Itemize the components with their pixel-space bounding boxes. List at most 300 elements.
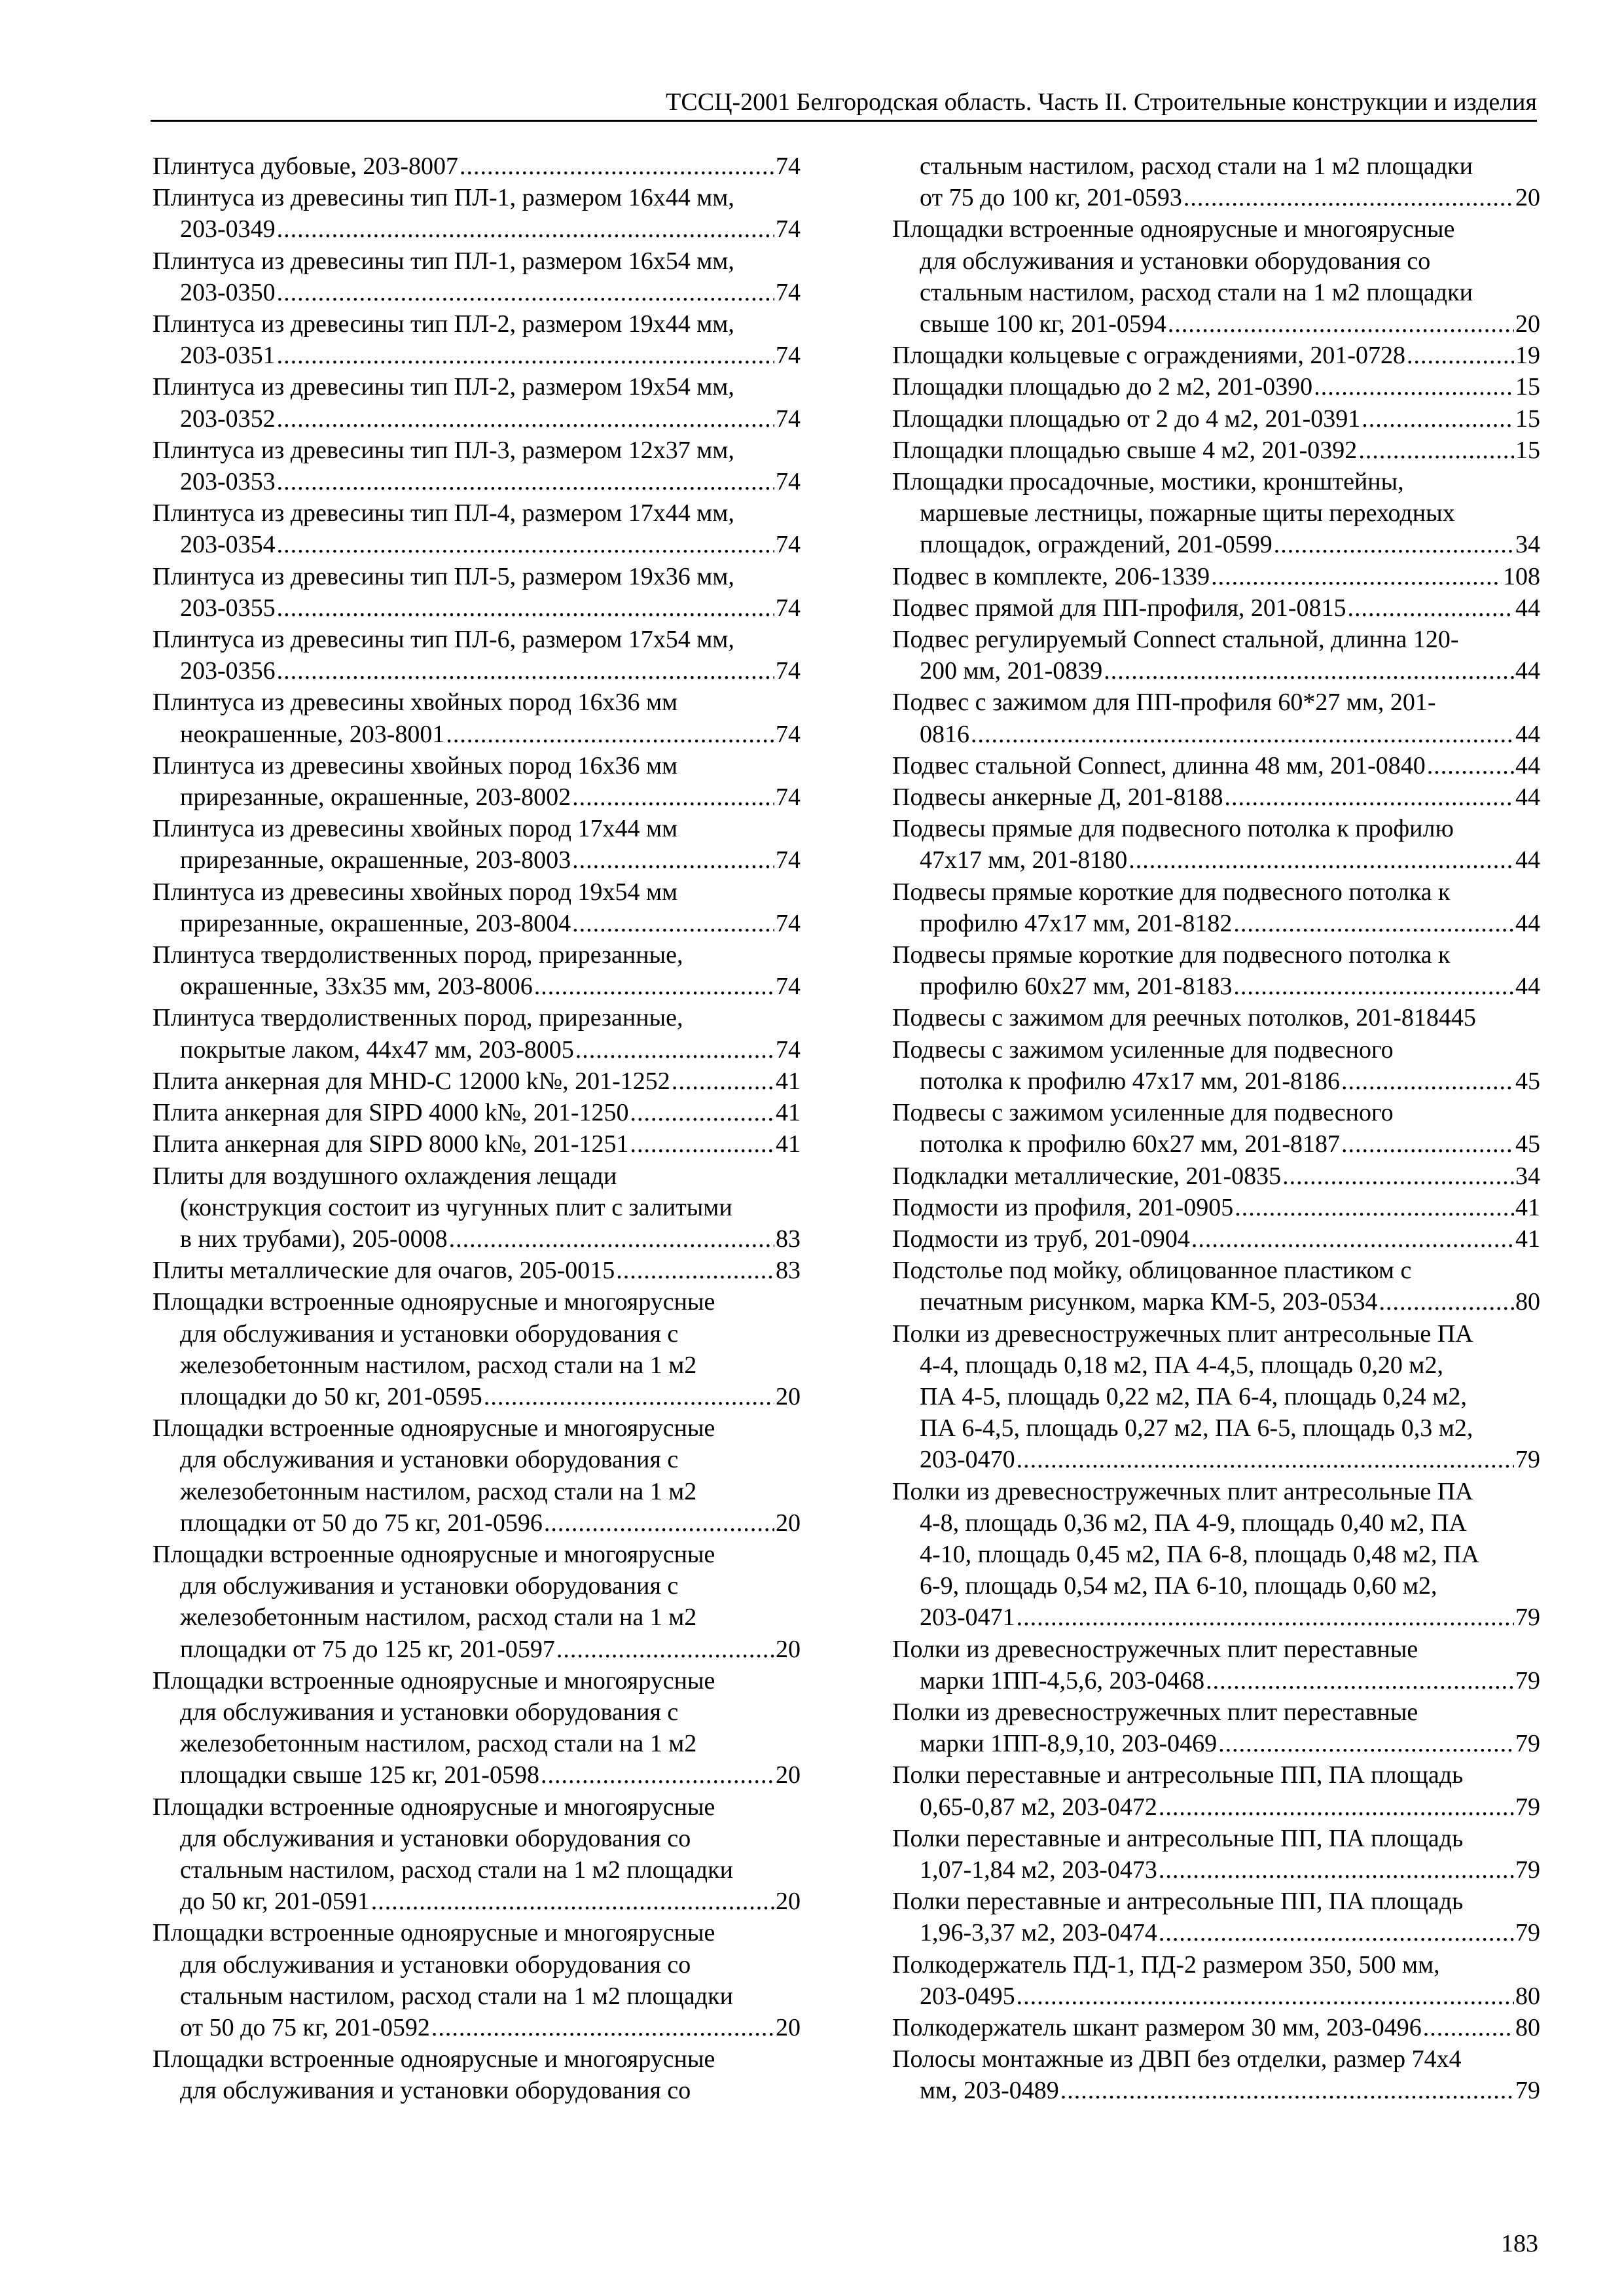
dot-leader <box>1104 655 1514 687</box>
entry-last-line <box>892 561 1540 592</box>
entry-text: Подвес регулируемый Connect стальной, длинна 120- <box>892 626 1459 654</box>
entry-text: 203-0349 <box>180 215 276 243</box>
entry-last-line <box>892 308 1540 340</box>
entry-text: 0816 <box>920 720 969 748</box>
entry-text: потолка к профилю 47х17 мм, 201-8186 <box>920 1067 1341 1095</box>
entry-text: от 75 до 100 кг, 201-0593 <box>920 184 1182 212</box>
index-entry <box>153 1665 801 1791</box>
index-entry <box>892 687 1540 749</box>
index-entry <box>153 813 801 876</box>
entry-text: 203-0355 <box>180 594 276 622</box>
dot-leader <box>1017 1981 1514 2012</box>
entry-text: Площадки площадью от 2 до 4 м2, 201-0391 <box>892 404 1361 433</box>
entry-page: 79 <box>1515 1604 1540 1632</box>
entry-text: 203-0356 <box>180 657 276 685</box>
index-entry <box>153 687 801 749</box>
index-entry <box>892 1476 1540 1634</box>
dot-leader <box>541 1759 774 1791</box>
entry-text: Подкладки металлические, 201-0835 <box>892 1162 1282 1190</box>
entry-text: 203-0353 <box>180 468 276 496</box>
dot-leader <box>1282 1160 1514 1192</box>
entry-last-line <box>153 403 801 435</box>
entry-text: Подвесы с зажимом для реечных потолков, 201-818445 <box>892 1004 1476 1032</box>
entry-page: 20 <box>1515 184 1540 212</box>
entry-text: Полкодержатель шкант размером 30 мм, 203-0496 <box>892 2013 1422 2041</box>
entry-page: 74 <box>776 152 801 180</box>
entry-text: площадки свыше 125 кг, 201-0598 <box>180 1761 539 1789</box>
dot-leader <box>1358 435 1514 466</box>
entry-last-line <box>153 466 801 497</box>
entry-text: неокрашенные, 203-8001 <box>180 720 445 748</box>
entry-text: 6-9, площадь 0,54 м2, ПА 6-10, площадь 0,60 м2, <box>920 1572 1437 1600</box>
entry-last-line <box>892 1128 1540 1160</box>
index-entry <box>892 1696 1540 1759</box>
entry-last-line <box>153 340 801 371</box>
entry-page: 44 <box>1515 594 1540 622</box>
dot-leader <box>630 1097 775 1128</box>
dot-leader <box>1347 592 1514 624</box>
entry-last-line <box>153 151 801 182</box>
entry-text: Подмости из труб, 201-0904 <box>892 1225 1190 1253</box>
dot-leader <box>556 1634 774 1665</box>
index-entry <box>892 1223 1540 1255</box>
dot-leader <box>575 1034 774 1066</box>
entry-text: стальным настилом, расход стали на 1 м2 площадки <box>180 1856 733 1884</box>
entry-last-line <box>892 1192 1540 1223</box>
entry-last-line <box>892 844 1540 876</box>
entry-text: для обслуживания и установки оборудования с <box>180 1572 679 1600</box>
index-column-right <box>892 151 1540 2107</box>
dot-leader <box>431 2012 774 2043</box>
index-entry <box>892 2043 1540 2106</box>
entry-text: мм, 203-0489 <box>920 2077 1059 2105</box>
index-entry <box>892 213 1540 340</box>
entry-page: 45 <box>1515 1067 1540 1095</box>
entry-text: Плинтуса из древесины тип ПЛ-6, размером 17х54 мм, <box>153 626 734 654</box>
dot-leader <box>1017 1444 1514 1475</box>
entry-text: Подвес стальной Connect, длинна 48 мм, 201-0840 <box>892 751 1426 780</box>
dot-leader <box>371 1886 774 1917</box>
entry-text: свыше 100 кг, 201-0594 <box>920 310 1166 338</box>
entry-page: 41 <box>776 1130 801 1158</box>
entry-text: Подмости из профиля, 201-0905 <box>892 1193 1234 1221</box>
entry-text: Площадки просадочные, мостики, кронштейны, <box>892 468 1404 496</box>
entry-page: 74 <box>776 783 801 812</box>
index-entry <box>892 371 1540 403</box>
index-entry <box>153 1917 801 2043</box>
dot-leader <box>277 213 774 245</box>
index-entry <box>892 624 1540 687</box>
index-entry <box>153 1097 801 1128</box>
entry-text: Полкодержатель ПД-1, ПД-2 размером 350, 500 мм, <box>892 1950 1440 1979</box>
entry-text: Площадки площадью до 2 м2, 201-0390 <box>892 373 1313 401</box>
dot-leader <box>1407 340 1514 371</box>
dot-leader <box>1379 1286 1514 1318</box>
index-entry <box>892 939 1540 1002</box>
entry-text: ПА 6-4,5, площадь 0,27 м2, ПА 6-5, площадь 0,3 м2, <box>920 1414 1473 1443</box>
entry-text: Полки переставные и антресольные ПП, ПА площадь <box>892 1761 1464 1789</box>
entry-last-line <box>892 1665 1540 1696</box>
entry-text: Плинтуса дубовые, 203-8007 <box>153 152 459 180</box>
dot-leader <box>1427 750 1514 781</box>
dot-leader <box>1218 1728 1514 1759</box>
entry-text: прирезанные, окрашенные, 203-8003 <box>180 846 571 874</box>
index-entry <box>153 1002 801 1065</box>
dot-leader <box>1233 908 1514 939</box>
entry-last-line <box>892 655 1540 687</box>
entry-page: 74 <box>776 342 801 370</box>
dot-leader <box>449 1223 774 1255</box>
entry-text: Подвесы прямые для подвесного потолка к профилю <box>892 815 1454 843</box>
entry-text: для обслуживания и установки оборудования с <box>180 1446 679 1474</box>
entry-text: Плинтуса из древесины хвойных пород 16х36 мм <box>153 751 678 780</box>
entry-text: Полки переставные и антресольные ПП, ПА площадь <box>892 1888 1464 1916</box>
entry-text: Площадки встроенные одноярусные и многоярусные <box>153 1666 715 1695</box>
entry-text: профилю 47х17 мм, 201-8182 <box>920 909 1233 937</box>
index-entry <box>153 561 801 624</box>
entry-last-line <box>153 1223 801 1255</box>
entry-last-line <box>892 1602 1540 1633</box>
entry-text: 4-4, площадь 0,18 м2, ПА 4-4,5, площадь 0,20 м2, <box>920 1351 1443 1379</box>
dot-leader <box>572 844 774 876</box>
entry-text: Подвесы прямые короткие для подвесного потолка к <box>892 878 1451 906</box>
entry-text: 4-8, площадь 0,36 м2, ПА 4-9, площадь 0,40 м2, ПА <box>920 1509 1467 1537</box>
entry-last-line <box>892 1917 1540 1948</box>
entry-text: железобетонным настилом, расход стали на 1 м2 <box>180 1351 697 1379</box>
entry-page: 44 <box>1515 973 1540 1001</box>
entry-page: 44 <box>1515 751 1540 780</box>
dot-leader <box>572 908 774 939</box>
dot-leader <box>534 971 774 1002</box>
index-entry <box>153 1066 801 1097</box>
entry-text: 203-0471 <box>920 1604 1015 1632</box>
entry-last-line <box>153 1066 801 1097</box>
index-entry <box>892 561 1540 592</box>
entry-last-line <box>153 908 801 939</box>
entry-text: Плинтуса из древесины тип ПЛ-1, размером 16х54 мм, <box>153 247 734 275</box>
dot-leader <box>277 277 774 308</box>
entry-last-line <box>892 371 1540 403</box>
index-entry <box>153 750 801 813</box>
entry-last-line <box>153 1759 801 1791</box>
entry-page: 74 <box>776 973 801 1001</box>
dot-leader <box>1274 529 1514 560</box>
entry-last-line <box>892 182 1540 213</box>
entry-page: 74 <box>776 657 801 685</box>
entry-text: 203-0470 <box>920 1446 1015 1474</box>
entry-page: 74 <box>776 468 801 496</box>
entry-page: 45 <box>1515 1130 1540 1158</box>
entry-last-line <box>153 2012 801 2043</box>
index-entry <box>892 2012 1540 2043</box>
index-entry <box>892 1759 1540 1822</box>
entry-page: 74 <box>776 278 801 306</box>
entry-text: для обслуживания и установки оборудования со <box>920 247 1431 275</box>
entry-last-line <box>153 1886 801 1917</box>
entry-last-line <box>892 1286 1540 1318</box>
entry-text: площадки от 75 до 125 кг, 201-0597 <box>180 1635 555 1663</box>
entry-text: 200 мм, 201-0839 <box>920 657 1103 685</box>
entry-text: (конструкция состоит из чугунных плит с залитыми <box>180 1193 732 1221</box>
entry-text: Подвес прямой для ПП-профиля, 201-0815 <box>892 594 1346 622</box>
entry-text: печатным рисунком, марка КМ-5, 203-0534 <box>920 1288 1378 1316</box>
entry-page: 20 <box>776 1509 801 1537</box>
index-entry <box>153 1412 801 1539</box>
entry-page: 83 <box>776 1225 801 1253</box>
entry-last-line <box>153 1097 801 1128</box>
index-entry <box>892 1160 1540 1192</box>
index-entry <box>892 750 1540 781</box>
entry-last-line <box>892 1444 1540 1475</box>
entry-text: Площадки встроенные одноярусные и многоярусные <box>153 1919 715 1947</box>
entry-text: для обслуживания и установки оборудования с <box>180 1319 679 1348</box>
entry-page: 79 <box>1515 1446 1540 1474</box>
entry-text: Полки из древесностружечных плит антресольные ПА <box>892 1319 1473 1348</box>
entry-text: Плинтуса из древесины тип ПЛ-4, размером 17х44 мм, <box>153 499 734 528</box>
dot-leader <box>1183 182 1514 213</box>
entry-page: 44 <box>1515 720 1540 748</box>
entry-last-line <box>153 655 801 687</box>
dot-leader <box>1159 1854 1514 1886</box>
entry-text: Полки из древесностружечных плит антресольные ПА <box>892 1477 1473 1505</box>
entry-text: железобетонным настилом, расход стали на 1 м2 <box>180 1477 697 1505</box>
dot-leader <box>1233 971 1514 1002</box>
entry-text: для обслуживания и установки оборудования со <box>180 1950 691 1979</box>
dot-leader <box>572 781 774 813</box>
entry-text: ПА 4-5, площадь 0,22 м2, ПА 6-4, площадь 0,24 м2, <box>920 1382 1467 1410</box>
entry-page: 80 <box>1515 1288 1540 1316</box>
entry-text: Полки переставные и антресольные ПП, ПА площадь <box>892 1824 1464 1852</box>
entry-page: 74 <box>776 846 801 874</box>
entry-text: для обслуживания и установки оборудования со <box>180 2077 691 2105</box>
entry-text: покрытые лаком, 44х47 мм, 203-8005 <box>180 1035 574 1064</box>
entry-last-line <box>153 1128 801 1160</box>
entry-last-line <box>153 1381 801 1412</box>
entry-text: Площадки встроенные одноярусные и многоярусные <box>153 1414 715 1443</box>
entry-text: 203-0354 <box>180 531 276 559</box>
entry-last-line <box>892 781 1540 813</box>
entry-text: 203-0350 <box>180 278 276 306</box>
entry-last-line <box>892 1854 1540 1886</box>
dot-leader <box>1060 2075 1514 2106</box>
entry-text: Полки из древесностружечных плит переставные <box>892 1635 1418 1663</box>
entry-page: 44 <box>1515 846 1540 874</box>
entry-page: 44 <box>1515 909 1540 937</box>
entry-text: марки 1ПП-4,5,6, 203-0468 <box>920 1666 1205 1695</box>
index-entry <box>892 1255 1540 1318</box>
entry-text: Полосы монтажные из ДВП без отделки, размер 74х4 <box>892 2045 1462 2073</box>
entry-last-line <box>892 1981 1540 2012</box>
index-entry <box>892 435 1540 466</box>
entry-last-line <box>892 971 1540 1002</box>
entry-page: 20 <box>776 1382 801 1410</box>
index-entry <box>892 1886 1540 1948</box>
dot-leader <box>1423 2012 1514 2043</box>
entry-page: 79 <box>1515 1730 1540 1758</box>
entry-text: до 50 кг, 201-0591 <box>180 1888 370 1916</box>
entry-text: для обслуживания и установки оборудования со <box>180 1824 691 1852</box>
index-entry <box>153 371 801 434</box>
dot-leader <box>1211 561 1502 592</box>
dot-leader <box>484 1381 774 1412</box>
entry-last-line <box>153 529 801 560</box>
entry-last-line <box>153 781 801 813</box>
dot-leader <box>971 719 1514 750</box>
index-entry <box>892 813 1540 876</box>
entry-page: 74 <box>776 1035 801 1064</box>
entry-text: 47х17 мм, 201-8180 <box>920 846 1128 874</box>
entry-page: 74 <box>776 909 801 937</box>
entry-text: Плинтуса из древесины тип ПЛ-5, размером 19х36 мм, <box>153 562 734 590</box>
entry-last-line <box>153 1255 801 1286</box>
entry-page: 20 <box>776 1635 801 1663</box>
entry-last-line <box>892 1066 1540 1097</box>
entry-text: Площадки встроенные одноярусные и многоярусные <box>153 1793 715 1821</box>
entry-text: окрашенные, 33х35 мм, 203-8006 <box>180 973 533 1001</box>
index-entry <box>153 1255 801 1286</box>
entry-text: железобетонным настилом, расход стали на 1 м2 <box>180 1730 697 1758</box>
entry-text: Подстолье под мойку, облицованное пластиком с <box>892 1257 1412 1285</box>
index-entry <box>153 1128 801 1160</box>
entry-last-line <box>892 2075 1540 2106</box>
index-entry <box>153 151 801 182</box>
entry-text: железобетонным настилом, расход стали на 1 м2 <box>180 1604 697 1632</box>
index-entry <box>153 876 801 939</box>
entry-text: 4-10, площадь 0,45 м2, ПА 6-8, площадь 0,48 м2, ПА <box>920 1540 1479 1568</box>
index-entry <box>892 466 1540 561</box>
entry-page: 44 <box>1515 783 1540 812</box>
entry-text: Площадки встроенные одноярусные и многоярусные <box>153 1540 715 1568</box>
entry-last-line <box>153 1507 801 1539</box>
index-entry <box>892 151 1540 213</box>
entry-page: 79 <box>1515 1856 1540 1884</box>
entry-last-line <box>153 1634 801 1665</box>
header-rule <box>151 120 1537 122</box>
entry-text: Плинтуса из древесины тип ПЛ-2, размером 19х54 мм, <box>153 373 734 401</box>
entry-text: в них трубами), 205-0008 <box>180 1225 448 1253</box>
entry-text: 1,07-1,84 м2, 203-0473 <box>920 1856 1157 1884</box>
entry-text: Подвесы анкерные Д, 201-8188 <box>892 783 1223 812</box>
entry-page: 83 <box>776 1257 801 1285</box>
dot-leader <box>1128 844 1514 876</box>
index-entry <box>153 308 801 371</box>
entry-text: 203-0351 <box>180 342 276 370</box>
entry-last-line <box>892 1728 1540 1759</box>
entry-text: Подвес в комплекте, 206-1339 <box>892 562 1210 590</box>
entry-page: 15 <box>1515 404 1540 433</box>
entry-text: площадок, ограждений, 201-0599 <box>920 531 1272 559</box>
index-entry <box>153 1160 801 1255</box>
index-entry <box>892 1002 1540 1033</box>
index-entry <box>892 1634 1540 1696</box>
entry-page: 74 <box>776 531 801 559</box>
index-column-left <box>153 151 801 2107</box>
entry-last-line <box>153 592 801 624</box>
running-header: ТССЦ-2001 Белгородская область. Часть II. Строительные конструкции и изделия <box>666 88 1537 116</box>
entry-last-line <box>892 2012 1540 2043</box>
entry-text: от 50 до 75 кг, 201-0592 <box>180 2013 430 2041</box>
entry-last-line <box>892 592 1540 624</box>
entry-page: 34 <box>1515 531 1540 559</box>
dot-leader <box>277 466 774 497</box>
index-entry <box>153 245 801 308</box>
dot-leader <box>446 719 774 750</box>
dot-leader <box>1341 1066 1514 1097</box>
entry-text: марки 1ПП-8,9,10, 203-0469 <box>920 1730 1218 1758</box>
entry-page: 79 <box>1515 2077 1540 2105</box>
dot-leader <box>1341 1128 1514 1160</box>
entry-page: 79 <box>1515 1666 1540 1695</box>
dot-leader <box>672 1066 774 1097</box>
entry-text: Плиты для воздушного охлаждения лещади <box>153 1162 617 1190</box>
entry-last-line <box>153 1034 801 1066</box>
entry-last-line <box>892 1791 1540 1823</box>
entry-last-line <box>892 435 1540 466</box>
entry-page: 44 <box>1515 657 1540 685</box>
entry-last-line <box>153 971 801 1002</box>
index-entry <box>153 1539 801 1665</box>
entry-last-line <box>892 750 1540 781</box>
dot-leader <box>277 403 774 435</box>
entry-text: Плинтуса из древесины хвойных пород 19х54 мм <box>153 878 678 906</box>
entry-text: площадки от 50 до 75 кг, 201-0596 <box>180 1509 543 1537</box>
entry-text: Плинтуса твердолиственных пород, прирезанные, <box>153 941 683 969</box>
entry-text: Площадки встроенные одноярусные и многоярусные <box>153 1288 715 1316</box>
entry-text: 203-0495 <box>920 1982 1015 2010</box>
index-entry <box>153 435 801 497</box>
page-number: 183 <box>1501 2230 1538 2257</box>
entry-text: 0,65-0,87 м2, 203-0472 <box>920 1793 1157 1821</box>
dot-leader <box>1191 1223 1514 1255</box>
entry-last-line <box>153 719 801 750</box>
dot-leader <box>630 1128 775 1160</box>
entry-page: 20 <box>776 2013 801 2041</box>
dot-leader <box>544 1507 774 1539</box>
entry-page: 15 <box>1515 373 1540 401</box>
entry-page: 20 <box>1515 310 1540 338</box>
index-entry <box>153 939 801 1002</box>
index-entry <box>892 403 1540 435</box>
index-entry <box>892 1823 1540 1886</box>
entry-text: Площадки площадью свыше 4 м2, 201-0392 <box>892 436 1358 464</box>
entry-page: 74 <box>776 404 801 433</box>
entry-text: Плинтуса из древесины тип ПЛ-3, размером 12х37 мм, <box>153 436 734 464</box>
entry-page: 74 <box>776 594 801 622</box>
entry-page: 108 <box>1503 562 1540 590</box>
entry-page: 41 <box>1515 1193 1540 1221</box>
entry-text: Площадки встроенные одноярусные и многоярусные <box>892 215 1455 243</box>
entry-page: 79 <box>1515 1919 1540 1947</box>
entry-text: прирезанные, окрашенные, 203-8002 <box>180 783 571 812</box>
index-entry <box>892 1034 1540 1097</box>
index-entry <box>892 592 1540 624</box>
dot-leader <box>1168 308 1514 340</box>
index-entry <box>892 1318 1540 1476</box>
entry-last-line <box>892 403 1540 435</box>
entry-page: 74 <box>776 215 801 243</box>
index-entry <box>892 1949 1540 2012</box>
index-entry <box>153 182 801 245</box>
index-entry <box>153 624 801 687</box>
entry-page: 41 <box>776 1099 801 1127</box>
index-entry <box>892 340 1540 371</box>
dot-leader <box>277 340 774 371</box>
entry-last-line <box>892 908 1540 939</box>
entry-text: стальным настилом, расход стали на 1 м2 площадки <box>920 278 1473 306</box>
entry-last-line <box>153 844 801 876</box>
entry-page: 41 <box>776 1067 801 1095</box>
entry-page: 41 <box>1515 1225 1540 1253</box>
